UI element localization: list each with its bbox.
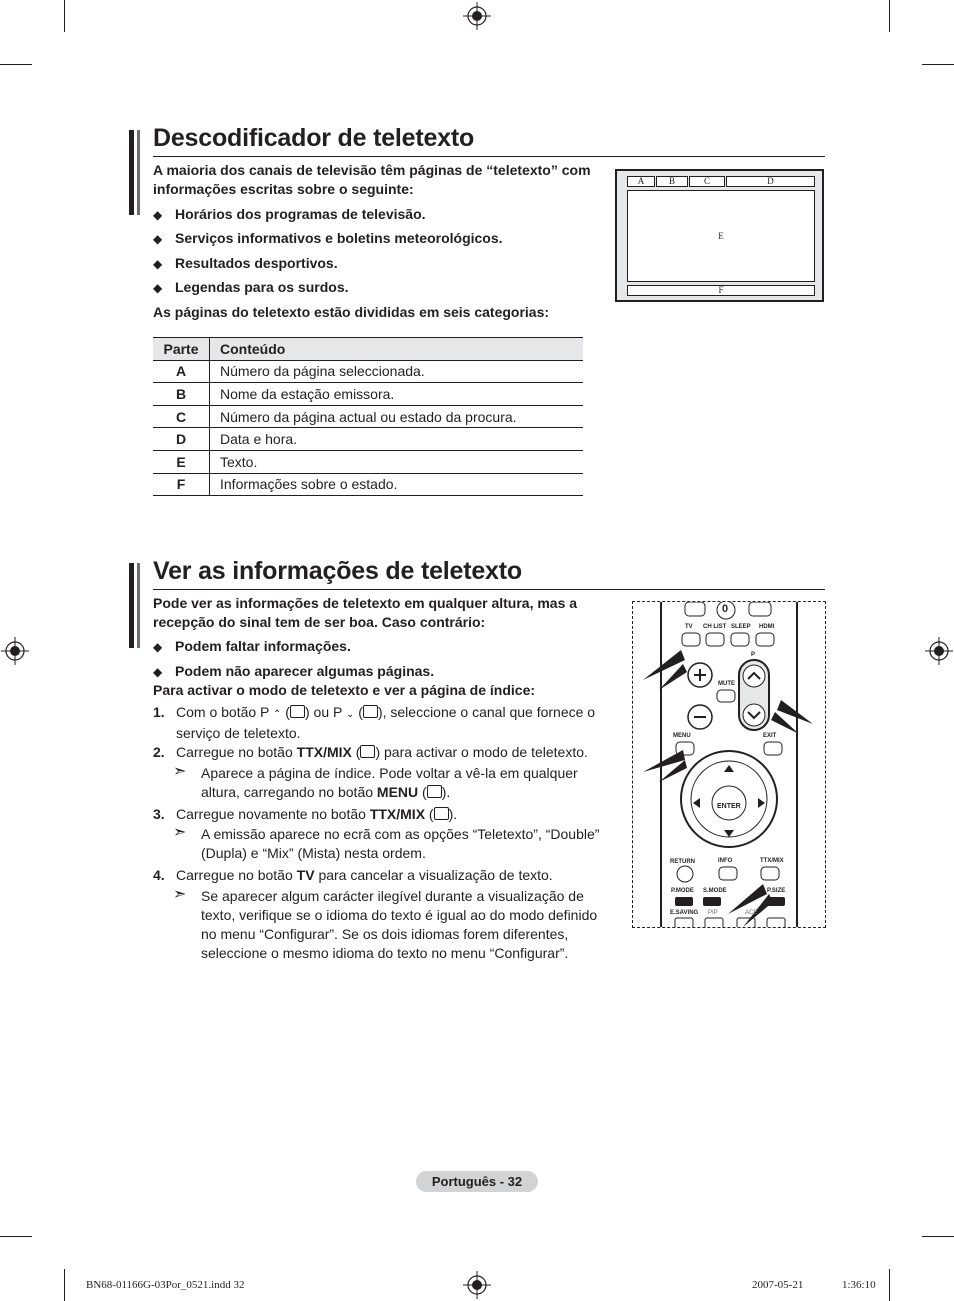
section-bar — [137, 563, 140, 648]
table-row: F Informações sobre o estado. — [153, 473, 583, 496]
file-name: BN68-01166G-03Por_0521.indd 32 — [86, 1279, 245, 1291]
list-item: ◆ Serviços informativos e boletins meteorológicos. — [153, 229, 503, 249]
registration-mark-icon — [1, 637, 29, 665]
table-header — [153, 338, 583, 361]
page-number: Português - 32 — [416, 1171, 538, 1192]
list-item: ◆ Legendas para os surdos. — [153, 278, 349, 298]
title-rule — [153, 156, 825, 157]
section-bar — [129, 130, 134, 215]
diamond-icon: ◆ — [153, 665, 163, 679]
registration-mark-icon — [925, 637, 953, 665]
area-a: A — [627, 176, 655, 187]
menu-icon — [427, 785, 442, 798]
zero-label: 0 — [722, 603, 729, 615]
diamond-icon: ◆ — [153, 208, 163, 222]
ttx-mix-icon — [360, 745, 375, 758]
mute-label: MUTE — [718, 681, 735, 687]
hdmi-label: HDMI — [759, 624, 775, 630]
column-header: Parte — [153, 338, 210, 361]
crop-mark — [64, 0, 65, 32]
list-item: ◆ Podem faltar informações. — [153, 637, 351, 657]
table-row: D Data e hora. — [153, 428, 583, 451]
section-bar — [137, 130, 140, 215]
info-label: INFO — [718, 858, 733, 864]
ace-label: ACE — [745, 910, 758, 916]
enter-label: ENTER — [717, 803, 741, 810]
note: ➣ Aparece a página de índice. Pode voltar a vê-la em qualquer altura, carregando no botão MENU ( ). — [173, 763, 578, 800]
diamond-icon: ◆ — [153, 257, 163, 271]
list-item: ◆ Horários dos programas de televisão. — [153, 205, 426, 225]
note: Se aparecer algum carácter ilegível durante a visualização de texto, verifique se o idioma do texto é igual ao do modo definido no menu “Configurar”. Se os dois idiomas forem diferentes, seleccione o mesmo idioma do texto no menu “Configurar”. — [201, 888, 598, 961]
remote-control-illustration — [632, 601, 826, 928]
ttx-mix-icon — [434, 807, 449, 820]
ttxmix-label: TTX/MIX — [760, 858, 784, 864]
pmode-label: P.MODE — [671, 888, 694, 894]
section-title: Descodificador de teletexto — [153, 124, 475, 152]
file-time: 1:36:10 — [842, 1279, 876, 1291]
list-item: ◆ Podem não aparecer algumas páginas. — [153, 662, 434, 682]
diamond-icon: ◆ — [153, 281, 163, 295]
categories-text: As páginas do teletexto estão divididas em seis categorias: — [153, 304, 550, 320]
section-title: Ver as informações de teletexto — [153, 557, 522, 585]
pip-label: PIP — [708, 910, 718, 916]
crop-mark — [889, 1269, 890, 1301]
diamond-icon: ◆ — [153, 232, 163, 246]
exit-label: EXIT — [763, 733, 777, 739]
menu-label: MENU — [673, 733, 691, 739]
registration-mark-icon — [463, 1271, 491, 1299]
channel-down-icon: ⌄ — [345, 709, 355, 720]
psize-label: P.SIZE — [767, 888, 786, 894]
area-f: F — [627, 285, 815, 296]
crop-mark — [0, 64, 32, 65]
remote-control-drawing — [633, 602, 825, 927]
p-label: P — [751, 652, 756, 658]
activate-text: Para activar o modo de teletexto e ver a página de índice: — [153, 682, 536, 698]
file-date: 2007-05-21 — [752, 1279, 804, 1291]
intro-text: Pode ver as informações de teletexto em qualquer altura, mas a recepção do sinal tem de ser boa. Caso contrário: — [153, 595, 578, 630]
area-e: E — [627, 190, 815, 282]
channel-up-button-icon — [290, 705, 305, 718]
crop-mark — [0, 1236, 32, 1237]
diamond-icon: ◆ — [153, 640, 163, 654]
section-bar — [129, 563, 134, 648]
intro-text: A maioria dos canais de televisão têm páginas de “teletexto” com informações escritas sobre o seguinte: — [153, 162, 591, 197]
list-item: ◆ Resultados desportivos. — [153, 254, 338, 274]
crop-mark — [889, 0, 890, 32]
tv-label: TV — [685, 624, 693, 630]
chlist-label: CH LIST — [703, 624, 727, 630]
return-label: RETURN — [670, 859, 695, 865]
table-row: A Número da página seleccionada. — [153, 360, 583, 383]
step-2: 2. Carregue no botão TTX/MIX ( ) para activar o modo de teletexto. — [153, 744, 588, 760]
table-row: C Número da página actual ou estado da procura. — [153, 405, 583, 428]
note-arrow-icon: ➣ — [173, 763, 187, 780]
area-d: D — [726, 176, 815, 187]
step-1: 1. Com o botão P ⌃ ( ) ou P ⌄ ( ), seleccione o canal que fornece o serviço de teletexto. — [153, 704, 596, 741]
channel-down-button-icon — [363, 705, 378, 718]
area-c: C — [689, 176, 725, 187]
column-header: Conteúdo — [210, 338, 584, 361]
teletext-screen-diagram — [615, 169, 824, 302]
crop-mark — [922, 1236, 954, 1237]
crop-mark — [64, 1269, 65, 1301]
crop-mark — [922, 64, 954, 65]
channel-up-icon: ⌃ — [273, 709, 282, 720]
table-row: E Texto. — [153, 450, 583, 473]
sleep-label: SLEEP — [731, 624, 751, 630]
note-arrow-icon: ➣ — [173, 886, 187, 903]
step-4: 4. Carregue no botão TV para cancelar a visualização de texto. — [153, 867, 553, 883]
registration-mark-icon — [463, 2, 491, 30]
title-rule — [153, 589, 825, 590]
table-row: B Nome da estação emissora. — [153, 383, 583, 406]
step-3: 3. Carregue novamente no botão TTX/MIX ( ). — [153, 806, 458, 822]
note-arrow-icon: ➣ — [173, 824, 187, 841]
area-b: B — [656, 176, 688, 187]
smode-label: S.MODE — [703, 888, 727, 894]
parts-table — [153, 337, 583, 496]
esaving-label: E.SAVING — [670, 910, 699, 916]
note: A emissão aparece no ecrã com as opções “Teletexto”, “Double” (Dupla) e “Mix” (Mista) nesta ordem. — [201, 826, 600, 861]
